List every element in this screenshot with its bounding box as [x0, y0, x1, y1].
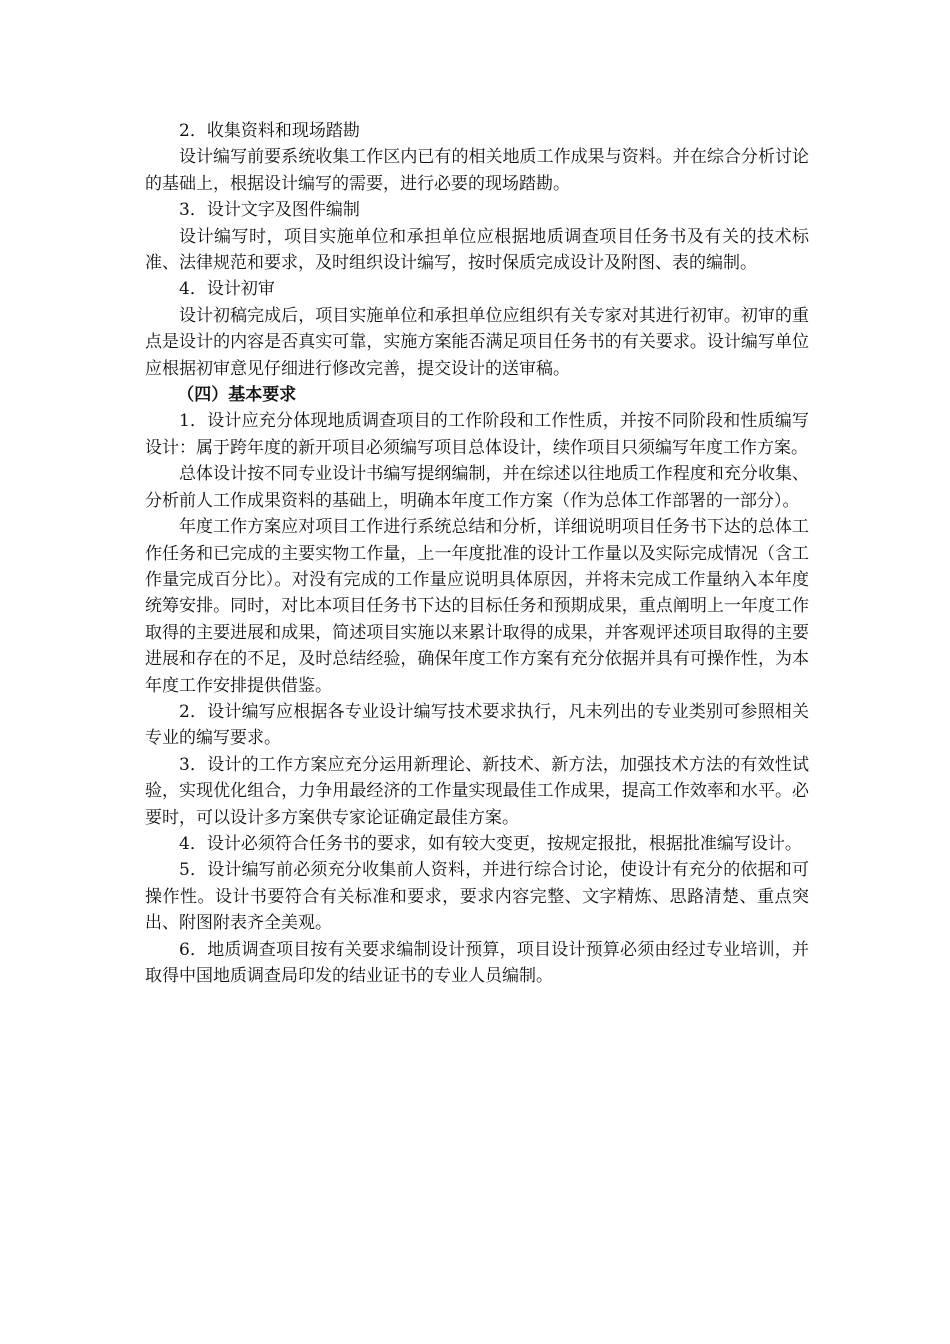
requirement-item: 5．设计编写前必须充分收集前人资料，并进行综合讨论，使设计有充分的依据和可操作性。设计书要符合有关标准和要求，要求内容完整、文字精炼、思路清楚、重点突出、附图附表齐全美观。	[145, 860, 809, 934]
section-item: 4．设计初审	[179, 279, 275, 300]
document-page	[145, 118, 809, 989]
requirement-item: 4．设计必须符合任务书的要求，如有较大变更，按规定报批，根据批准编写设计。	[179, 833, 802, 854]
body-paragraph: 设计编写前要系统收集工作区内已有的相关地质工作成果与资料。并在综合分析讨论的基础上，根据设计编写的需要，进行必要的现场踏勘。	[145, 147, 809, 194]
section-heading: （四）基本要求	[177, 385, 297, 406]
section-item: 3．设计文字及图件编制	[179, 200, 360, 221]
body-paragraph: 设计初稿完成后，项目实施单位和承担单位应组织有关专家对其进行初审。初审的重点是设计的内容是否真实可靠，实施方案能否满足项目任务书的有关要求。设计编写单位应根据初审意见仔细进行修改完善，提交设计的送审稿。	[145, 305, 809, 379]
body-paragraph: 总体设计按不同专业设计书编写提纲编制，并在综述以往地质工作程度和充分收集、分析前人工作成果资料的基础上，明确本年度工作方案（作为总体工作部署的一部分）。	[145, 464, 809, 511]
requirement-item: 2．设计编写应根据各专业设计编写技术要求执行，凡未列出的专业类别可参照相关专业的编写要求。	[145, 701, 809, 749]
requirement-item: 6．地质调查项目按有关要求编制设计预算，项目设计预算必须由经过专业培训，并取得中国地质调查局印发的结业证书的专业人员编制。	[145, 939, 809, 986]
body-paragraph: 设计编写时，项目实施单位和承担单位应根据地质调查项目任务书及有关的技术标准、法律规范和要求，及时组织设计编写，按时保质完成设计及附图、表的编制。	[145, 226, 809, 274]
requirement-item: 1．设计应充分体现地质调查项目的工作阶段和工作性质，并按不同阶段和性质编写设计：属于跨年度的新开项目必须编写项目总体设计，续作项目只须编写年度工作方案。	[145, 411, 809, 458]
section-item: 2．收集资料和现场踏勘	[179, 121, 360, 141]
body-paragraph: 年度工作方案应对项目工作进行系统总结和分析，详细说明项目任务书下达的总体工作任务和已完成的主要实物工作量，上一年度批准的设计工作量以及实际完成情况（含工作量完成百分比）。对没有完成的工作量应说明具体原因，并将未完成工作量纳入本年度统筹安排。同时，对比本项目任务书下达的目标任务和预期成果，重点阐明上一年度工作取得的主要进展和成果，简述项目实施以来累计取得的成果，并客观评述项目取得的主要进展和存在的不足，及时总结经验，确保年度工作方案有充分依据并具有可操作性，为本年度工作安排提供借鉴。	[145, 517, 809, 696]
requirement-item: 3．设计的工作方案应充分运用新理论、新技术、新方法，加强技术方法的有效性试验，实现优化组合，力争用最经济的工作量实现最佳工作成果，提高工作效率和水平。必要时，可以设计多方案供专家论证确定最佳方案。	[145, 754, 809, 828]
